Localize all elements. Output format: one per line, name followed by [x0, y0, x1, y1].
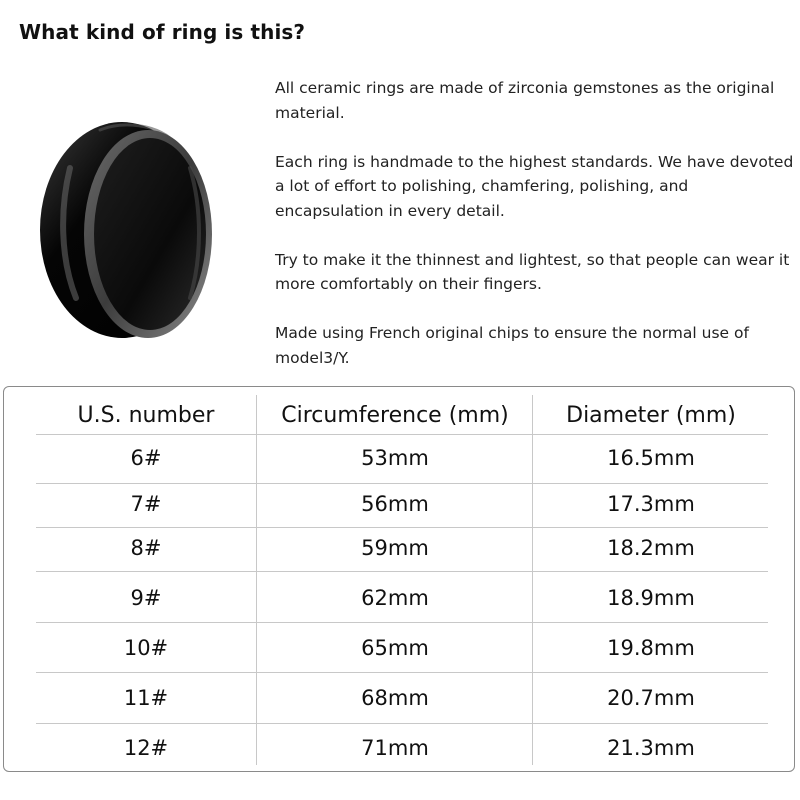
table-row [4, 730, 794, 766]
table-row [4, 486, 794, 522]
row-divider [36, 723, 768, 724]
table-row [4, 680, 794, 716]
diameter-cell: 21.3mm [607, 736, 695, 760]
size-cell: 10# [123, 636, 169, 660]
row-divider [36, 527, 768, 528]
table-row [4, 580, 794, 616]
header-circumference: Circumference (mm) [281, 402, 509, 428]
table-header-row [4, 397, 794, 433]
circumference-cell: 56mm [361, 492, 429, 516]
description-paragraph: Made using French original chips to ensure the normal use of model3/Y. [275, 324, 749, 367]
size-cell: 8# [130, 536, 162, 560]
table-row [4, 440, 794, 476]
diameter-cell: 18.2mm [607, 536, 695, 560]
row-divider [36, 571, 768, 572]
circumference-cell: 71mm [361, 736, 429, 760]
header-us-number: U.S. number [77, 402, 215, 428]
diameter-cell: 20.7mm [607, 686, 695, 710]
row-divider [36, 483, 768, 484]
circumference-cell: 53mm [361, 446, 429, 470]
size-cell: 6# [130, 446, 162, 470]
diameter-cell: 17.3mm [607, 492, 695, 516]
header-diameter: Diameter (mm) [566, 402, 736, 428]
description [275, 76, 795, 395]
circumference-cell: 62mm [361, 586, 429, 610]
row-divider [36, 434, 768, 435]
circumference-cell: 65mm [361, 636, 429, 660]
page-title: What kind of ring is this? [19, 20, 306, 44]
circumference-cell: 68mm [361, 686, 429, 710]
diameter-cell: 16.5mm [607, 446, 695, 470]
table-row [4, 630, 794, 666]
diameter-cell: 19.8mm [607, 636, 695, 660]
size-cell: 12# [123, 736, 169, 760]
size-table [3, 386, 795, 772]
circumference-cell: 59mm [361, 536, 429, 560]
diameter-cell: 18.9mm [607, 586, 695, 610]
description-paragraph: Each ring is handmade to the highest standards. We have devoted a lot of effort to polishing, chamfering, polishing, and encapsulation in every detail. [275, 152, 794, 220]
size-cell: 7# [130, 492, 162, 516]
table-row [4, 530, 794, 566]
size-cell: 11# [123, 686, 169, 710]
ring-image [30, 108, 230, 348]
row-divider [36, 622, 768, 623]
description-paragraph: Try to make it the thinnest and lightest, so that people can wear it more comfortably on their fingers. [275, 250, 790, 293]
size-cell: 9# [130, 586, 162, 610]
description-paragraph: All ceramic rings are made of zirconia gemstones as the original material. [275, 79, 775, 122]
row-divider [36, 672, 768, 673]
